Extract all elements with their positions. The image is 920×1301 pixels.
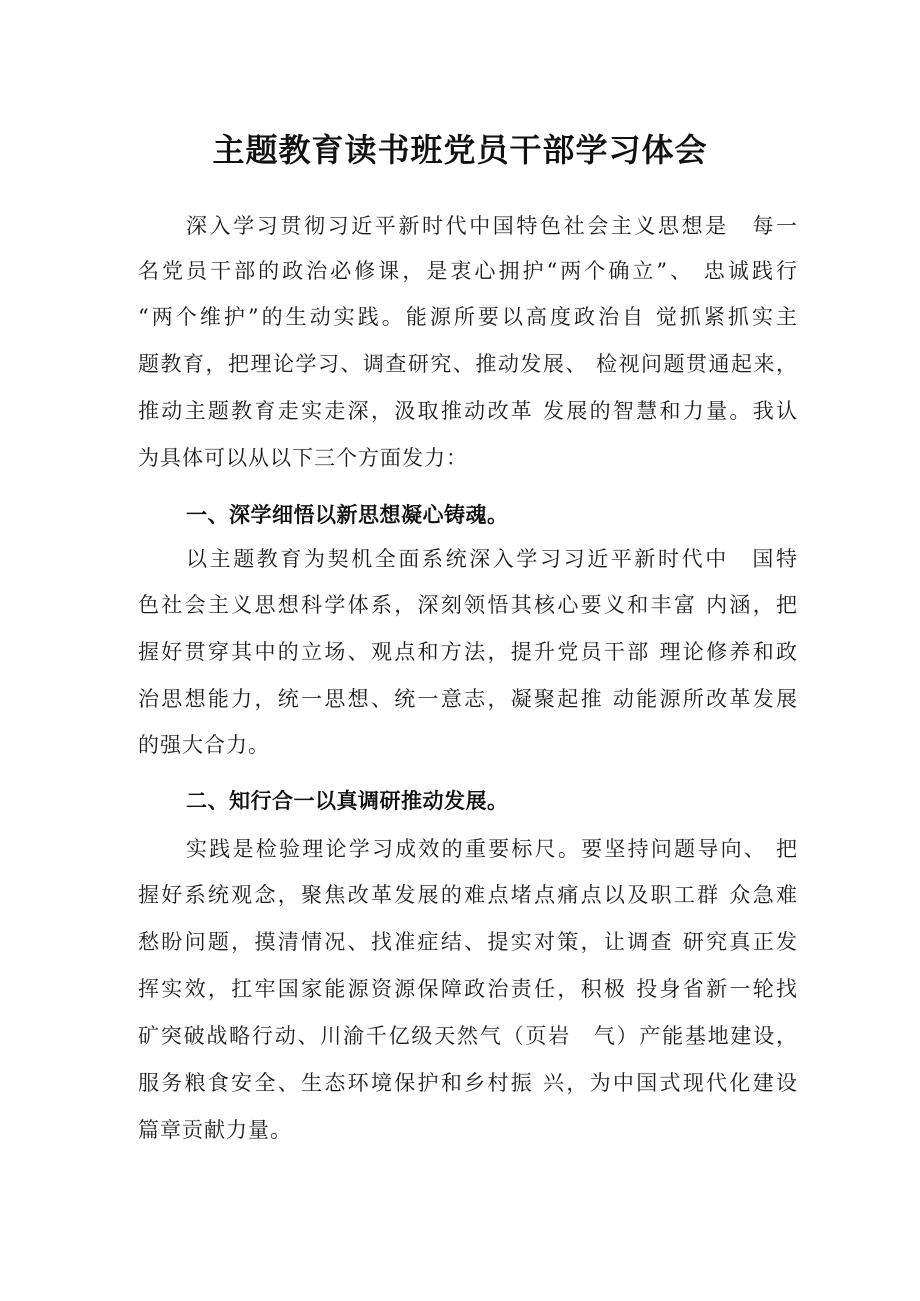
section-line: 矿突破战略行动、川渝千亿级天然气（页岩 气）产能基地建设， [138,1024,798,1048]
section-heading: 二、知行合一以真调研推动发展。 [186,789,509,813]
section-line: 实践是检验理论学习成效的重要标尺。要坚持问题导向、 把 [186,837,798,861]
section-line: 以主题教育为契机全面系统深入学习习近平新时代中 国特 [186,547,798,571]
section-line: 握好贯穿其中的立场、观点和方法，提升党员干部 理论修养和政 [138,640,798,664]
intro-line: 推动主题教育走实走深，汲取推动改革 发展的智慧和力量。我认 [138,399,798,423]
intro-line: “两个维护”的生动实践。能源所要以高度政治自 觉抓紧抓实主 [138,305,798,329]
section-line: 服务粮食安全、生态环境保护和乡村振 兴，为中国式现代化建设 [138,1071,798,1095]
section-line: 挥实效，扛牢国家能源资源保障政治责任，积极 投身省新一轮找 [138,977,798,1001]
intro-line: 名党员干部的政治必修课，是衷心拥护“两个确立”、 忠诚践行 [138,259,798,283]
section-line: 篇章贡献力量。 [138,1118,292,1142]
intro-line: 深入学习贯彻习近平新时代中国特色社会主义思想是 每一 [186,214,798,238]
section-line: 治思想能力，统一思想、统一意志，凝聚起推 动能源所改革发展 [138,687,798,711]
document-title: 主题教育读书班党员干部学习体会 [212,131,708,169]
section-heading: 一、深学细悟以新思想凝心铸魂。 [186,503,509,527]
intro-line: 题教育，把理论学习、调查研究、推动发展、 检视问题贯通起来， [138,352,798,376]
section-line: 的强大合力。 [138,733,270,757]
section-line: 握好系统观念，聚焦改革发展的难点堵点痛点以及职工群 众急难 [138,883,798,907]
section-line: 愁盼问题，摸清情况、找准症结、提实对策，让调查 研究真正发 [138,930,798,954]
intro-line: 为具体可以从以下三个方面发力： [138,446,468,470]
section-line: 色社会主义思想科学体系，深刻领悟其核心要义和丰富 内涵，把 [138,593,798,617]
